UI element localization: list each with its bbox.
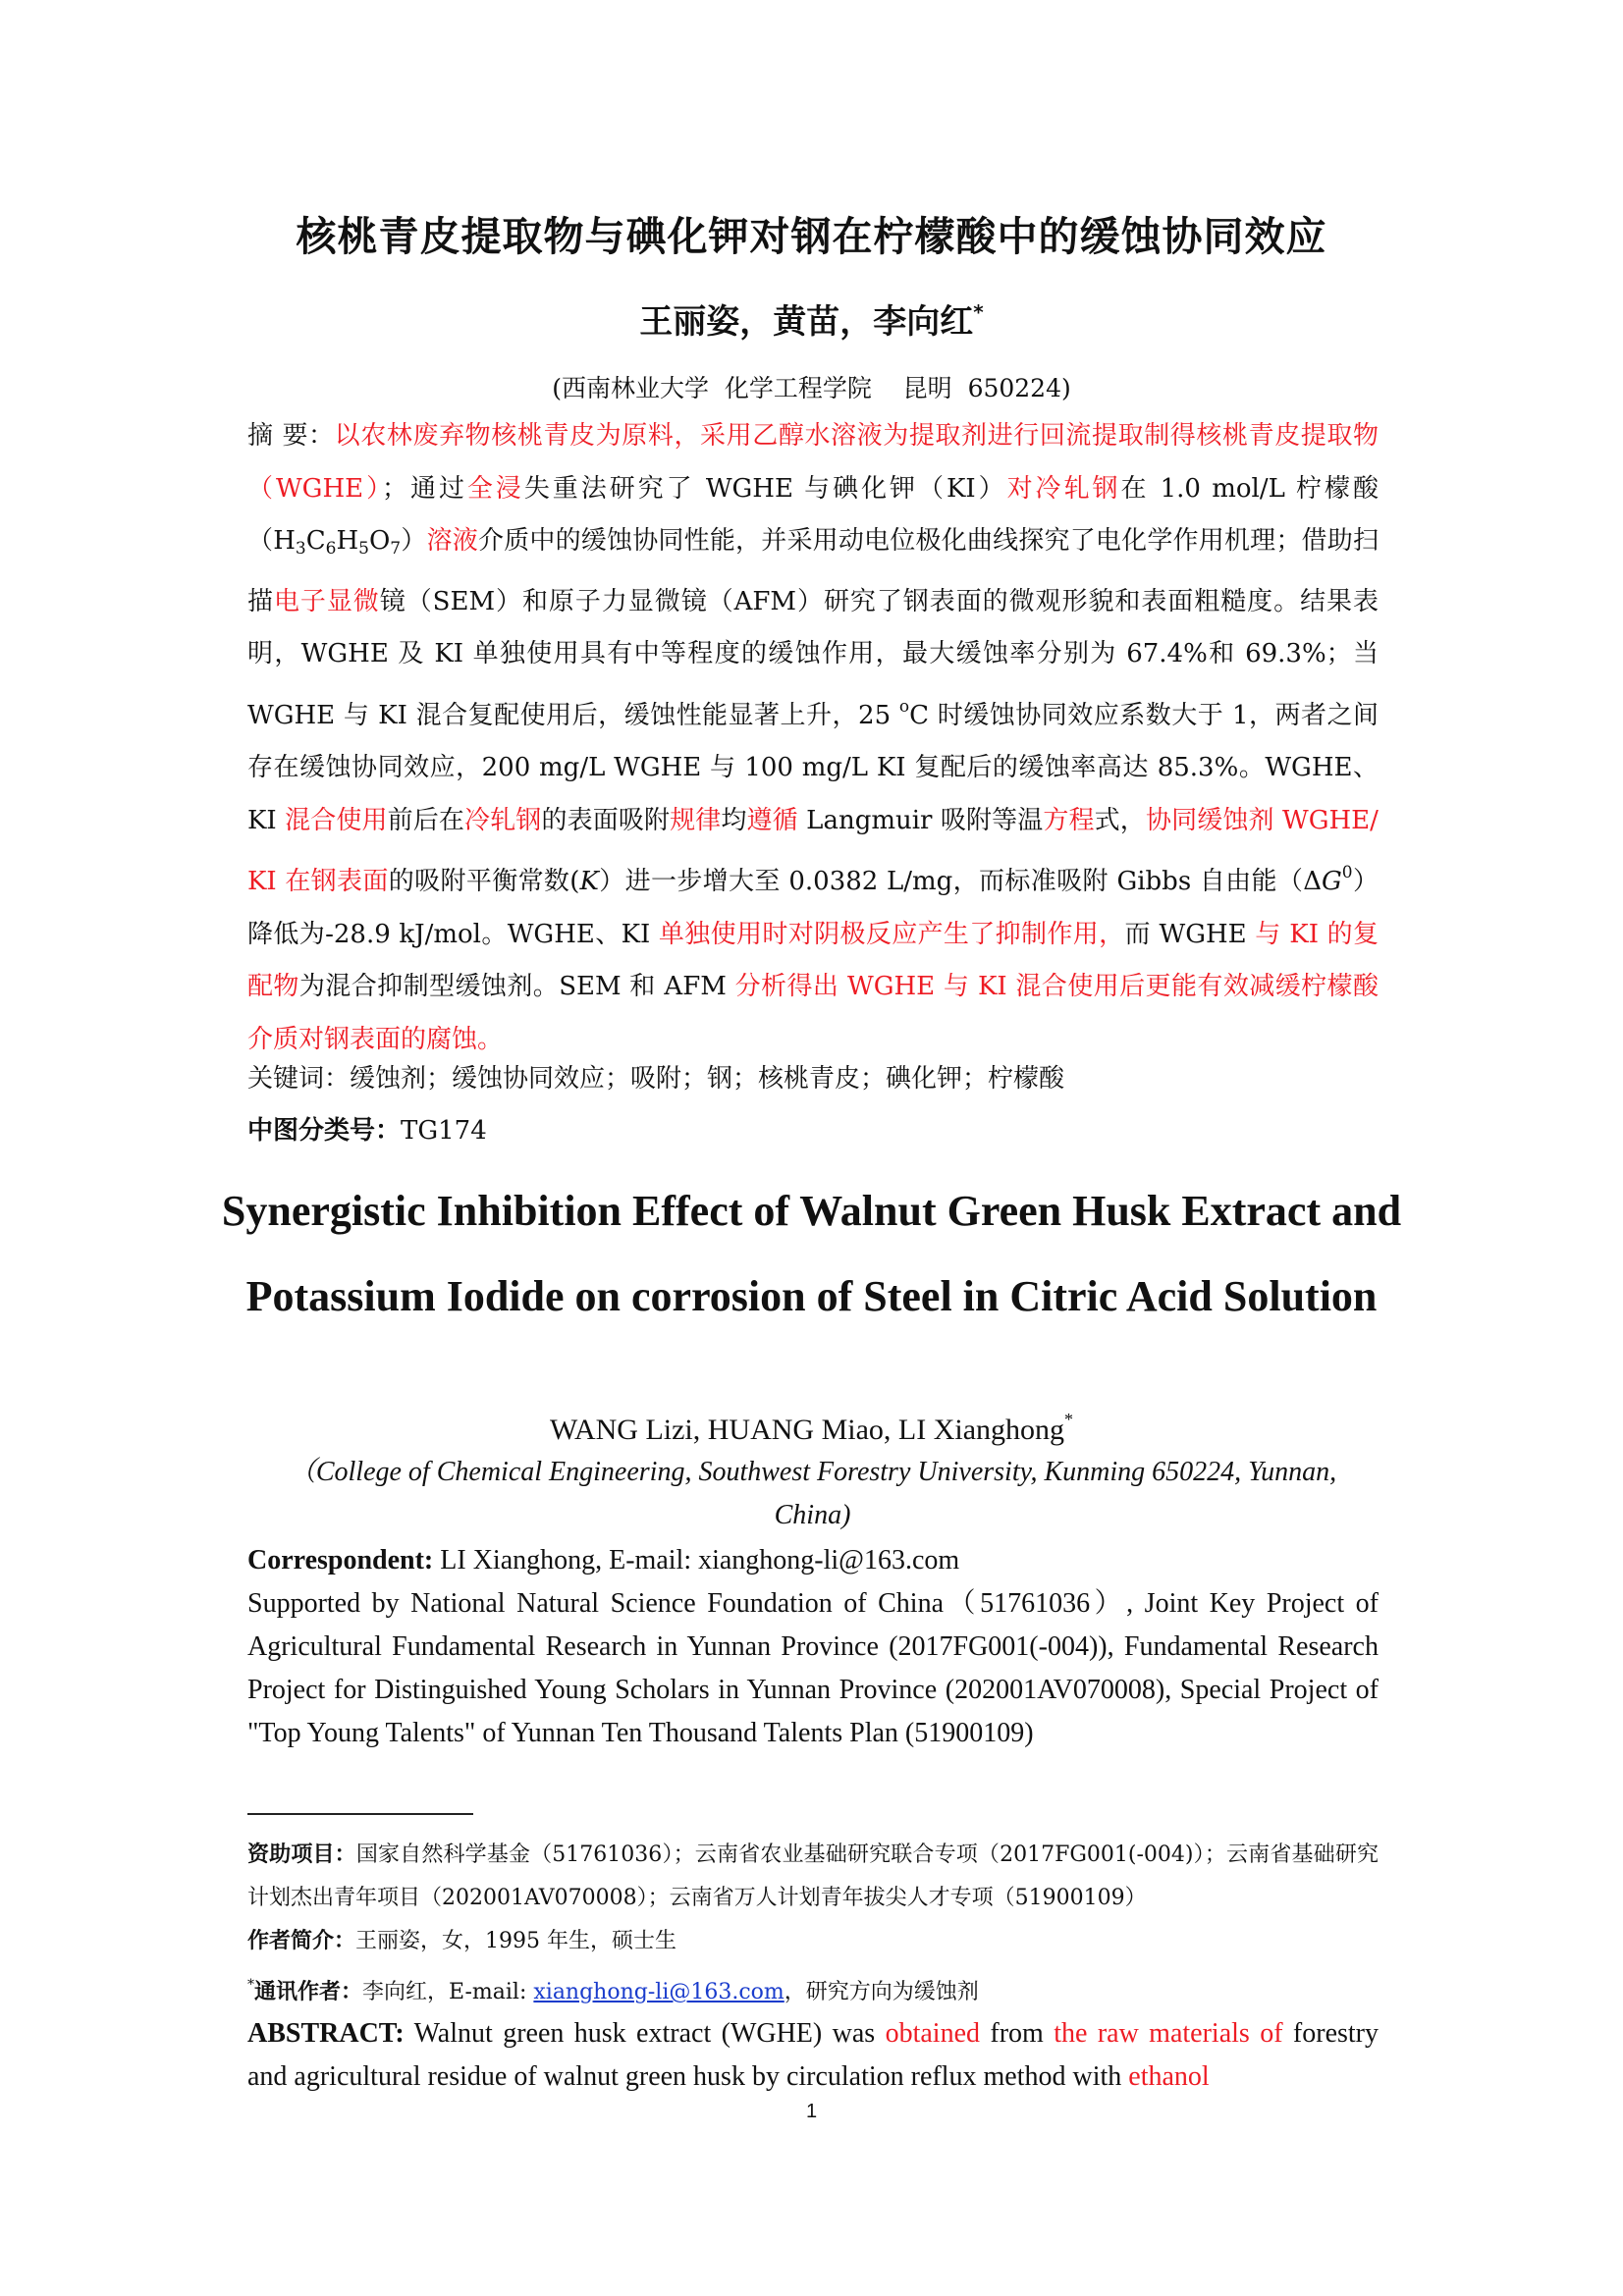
authors-cn-names: 王丽姿，黄苗，李向红 [639, 302, 974, 342]
symbol-g: G [1322, 867, 1342, 896]
abstract-text: 介质中的缓蚀协同性能，并采用动电位极化曲线探究了电化学作用机理；借助扫描 [247, 526, 1379, 616]
abstract-en-label: ABSTRACT: [247, 2018, 405, 2049]
corresponding-mark-cn: * [247, 1977, 254, 1993]
highlight-text: 溶液 [426, 526, 478, 556]
paper-title-cn: 核桃青皮提取物与碘化钾对钢在柠檬酸中的缓蚀协同效应 [296, 213, 1327, 260]
symbol-k: K [579, 867, 599, 896]
funding-value: 国家自然科学基金（51761036）；云南省农业基础研究联合专项（2017FG001(-004)）；云南省基础研究计划杰出青年项目（202001AV070008）；云南省万人计划青年拔尖人才专项（51900109） [247, 1842, 1379, 1910]
clc-value: TG174 [401, 1116, 487, 1146]
highlight-text: 协同缓蚀剂 WGHE/ KI 在钢表面 [247, 805, 1379, 896]
abstract-text: Langmuir 吸附等温 [797, 805, 1044, 835]
highlight-text: 电子显微 [273, 586, 380, 616]
authors-en [0, 1410, 1623, 1447]
correspondent-label: Correspondent: [247, 1545, 434, 1575]
formula-subscript: 6 [325, 539, 337, 559]
corresponding-post: ，研究方向为缓蚀剂 [784, 1980, 979, 2004]
highlight-text: obtained [885, 2018, 980, 2049]
abstract-text: 镜（SEM）和原子力显微镜（AFM）研究了钢表面的微观形貌和表面粗糙度。结果表明，WGHE 及 KI 单独使用具有中等程度的缓蚀作用，最大缓蚀率分别为 67.4%和 69.3%；当 WGHE 与 KI 混合复配使用后，缓蚀性能显著上升，25 [247, 586, 1379, 730]
correspondent-value: LI Xianghong, E-mail: xianghong-li@163.com [433, 1545, 960, 1575]
funding-cn [247, 1834, 1379, 1920]
highlight-text: 对冷轧钢 [1006, 473, 1121, 504]
highlight-text: 规律 [670, 805, 722, 835]
corresponding-mark-en: * [1064, 1410, 1074, 1429]
affiliation-en: （College of Chemical Engineering, Southwest Forestry University, Kunming 650224, Yunnan, China) [288, 1457, 1337, 1530]
abstract-text: 失重法研究了 WGHE 与碘化钾（KI） [523, 473, 1007, 504]
author-intro-cn [247, 1920, 1379, 1963]
abstract-en [247, 2012, 1379, 2099]
highlight-text: the raw materials of [1054, 2018, 1283, 2049]
abstract-text: 为混合抑制型缓蚀剂。SEM 和 AFM [298, 972, 735, 1001]
abstract-text: C 时缓蚀协同效应系数大于 1，两者之间存在缓蚀协同效应，200 mg/L WGHE 与 100 mg/L KI 复配后的缓蚀率高达 85.3%。WGHE、KI [247, 700, 1379, 835]
abstract-cn [247, 410, 1379, 1066]
abstract-text: ）进一步增大至 0.0382 L/mg，而标准吸附 Gibbs 自由能（Δ [598, 867, 1322, 896]
formula-subscript: 3 [295, 539, 306, 559]
highlight-text: 遵循 [746, 805, 798, 835]
paper-title-en: Synergistic Inhibition Effect of Walnut Green Husk Extract and Potassium Iodide on corrosion of Steel in Citric Acid Solution [221, 1187, 1402, 1320]
clc-number [247, 1105, 1379, 1157]
highlight-text: ethanol [1128, 2061, 1210, 2092]
abstract-en-text: Walnut green husk extract (WGHE) was [404, 2018, 886, 2049]
formula-text: C [305, 526, 326, 556]
abstract-text: ） [401, 526, 427, 556]
abstract-text: 的吸附平衡常数( [388, 867, 580, 896]
symbol-superscript: 0 [1341, 863, 1353, 882]
abstract-text: 的表面吸附 [541, 805, 671, 835]
corresponding-pre: 李向红，E-mail: [362, 1980, 534, 2004]
author-intro-value: 王丽姿，女，1995 年生，硕士生 [355, 1929, 676, 1953]
formula-subscript: 7 [390, 539, 402, 559]
formula-subscript: 5 [358, 539, 369, 559]
abstract-text: ）降低为-28.9 kJ/mol。WGHE、KI [247, 867, 1379, 949]
corresponding-mark: * [973, 300, 984, 324]
abstract-en-text: forestry and agricultural residue of walnut green husk by circulation reflux method with [247, 2018, 1380, 2092]
highlight-text: 与 KI 的复配物 [247, 919, 1379, 1001]
abstract-text: ；通过 [382, 473, 467, 504]
clc-label: 中图分类号： [247, 1116, 402, 1146]
formula-text: O [368, 526, 391, 556]
highlight-text: 以农林废弃物核桃青皮为原料，采用乙醇水溶液为提取剂进行回流提取制得核桃青皮提取物（WGHE） [247, 421, 1379, 504]
abstract-text: 在 1.0 mol/L 柠檬酸（H [247, 473, 1379, 556]
highlight-text: 方程 [1043, 805, 1095, 835]
abstract-text: 而 WGHE [1124, 919, 1256, 949]
highlight-text: 全浸 [466, 473, 524, 504]
highlight-text: 分析得出 WGHE 与 KI 混合使用后更能有效减缓柠檬酸介质对钢表面的腐蚀。 [247, 972, 1379, 1054]
abstract-text: 式， [1094, 805, 1146, 835]
affiliation-cn: (西南林业大学 化学工程学院 昆明 650224) [552, 374, 1071, 402]
abstract-text: 前后在 [387, 805, 465, 835]
funding-label: 资助项目： [247, 1842, 356, 1867]
highlight-text: 单独使用时对阴极反应产生了抑制作用， [658, 919, 1125, 949]
keywords-cn: 关键词：缓蚀剂；缓蚀协同效应；吸附；钢；核桃青皮；碘化钾；柠檬酸 [247, 1064, 1065, 1094]
supported-by: Supported by National Natural Science Foundation of China（51761036）, Joint Key Project of Agricultural Fundamental Research in Yunnan Province (2017FG001(-004)), Fundamental Research Project for Distinguished Young Scholars in Yunnan Province (202001AV070008), Special Project of "Top Young Talents" of Yunnan Ten Thousand Talents Plan (51900109) [247, 1588, 1379, 1748]
abstract-cn-label: 摘 要： [247, 421, 335, 451]
correspondent-en [247, 1539, 1379, 1582]
footnote-rule [247, 1813, 473, 1815]
page-number: 1 [805, 2101, 818, 2122]
email-link[interactable]: xianghong-li@163.com [533, 1980, 784, 2004]
corresponding-author-cn [247, 1963, 1379, 2014]
highlight-text: 冷轧钢 [464, 805, 542, 835]
author-intro-label: 作者简介： [247, 1929, 356, 1953]
authors-en-names: WANG Lizi, HUANG Miao, LI Xianghong [549, 1414, 1065, 1446]
degree-mark: o [898, 696, 910, 717]
authors-cn [0, 294, 1623, 343]
abstract-en-text: from [980, 2018, 1055, 2049]
formula-text: H [336, 526, 359, 556]
abstract-text: 均 [721, 805, 747, 835]
corresponding-label-cn: 通讯作者： [254, 1980, 363, 2004]
highlight-text: 混合使用 [285, 805, 388, 835]
